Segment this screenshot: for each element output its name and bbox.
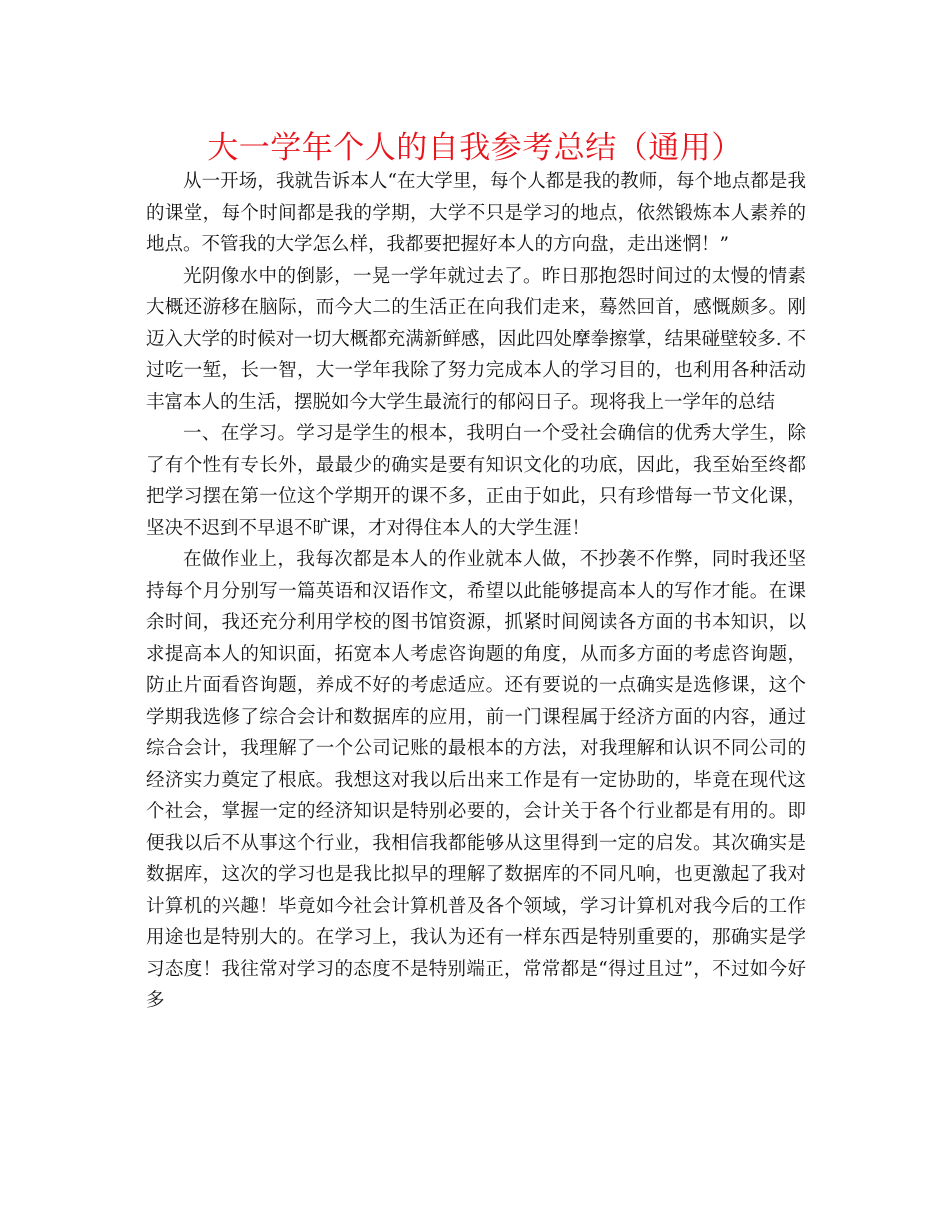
document-body	[146, 166, 806, 1017]
paragraph-1: 从一开场，我就告诉本人“在大学里，每个人都是我的教师，每个地点都是我的课堂，每个时间都是我的学期，大学不只是学习的地点，依然锻炼本人素养的地点。不管我的大学怎么样，我都要把握好本人的方向盘，走出迷惘！”	[146, 171, 806, 255]
paragraph-3: 一、在学习。学习是学生的根本，我明白一个受社会确信的优秀大学生，除了有个性有专长外，最最少的确实是要有知识文化的功底，因此，我至始至终都把学习摆在第一位这个学期开的课不多，正由于如此，只有珍惜每一节文化课，坚决不迟到不早退不旷课，才对得住本人的大学生涯！	[146, 423, 806, 539]
paragraph-4: 在做作业上，我每次都是本人的作业就本人做，不抄袭不作弊，同时我还坚持每个月分别写一篇英语和汉语作文，希望以此能够提高本人的写作才能。在课余时间，我还充分利用学校的图书馆资源，抓紧时间阅读各方面的书本知识，以求提高本人的知识面，拓宽本人考虑咨询题的角度，从而多方面的考虑咨询题，防止片面看咨询题，养成不好的考虑适应。还有要说的一点确实是选修课，这个学期我选修了综合会计和数据库的应用，前一门课程属于经济方面的内容，通过综合会计，我理解了一个公司记账的最根本的方法，对我理解和认识不同公司的经济实力奠定了根底。我想这对我以后出来工作是有一定协助的，毕竟在现代这个社会，掌握一定的经济知识是特别必要的，会计关于各个行业都是有用的。即便我以后不从事这个行业，我相信我都能够从这里得到一定的启发。其次确实是数据库，这次的学习也是我比拟早的理解了数据库的不同凡响，也更激起了我对计算机的兴趣！毕竟如今社会计算机普及各个领域，学习计算机对我今后的工作用途也是特别大的。在学习上，我认为还有一样东西是特别重要的，那确实是学习态度！我往常对学习的态度不是特别端正，常常都是“得过且过”，不过如今好多	[146, 549, 806, 1011]
document-title: 大一学年个人的自我参考总结（通用）	[207, 130, 743, 166]
paragraph-2: 光阴像水中的倒影，一晃一学年就过去了。昨日那抱怨时间过的太慢的情素大概还游移在脑际，而今大二的生活正在向我们走来，蓦然回首，感慨颇多。刚迈入大学的时候对一切大概都充满新鲜感，因此四处摩拳擦掌，结果碰壁较多. 不过吃一堑，长一智，大一学年我除了努力完成本人的学习目的，也利用各种活动丰富本人的生活，摆脱如今大学生最流行的郁闷日子。现将我上一学年的总结	[146, 265, 806, 413]
